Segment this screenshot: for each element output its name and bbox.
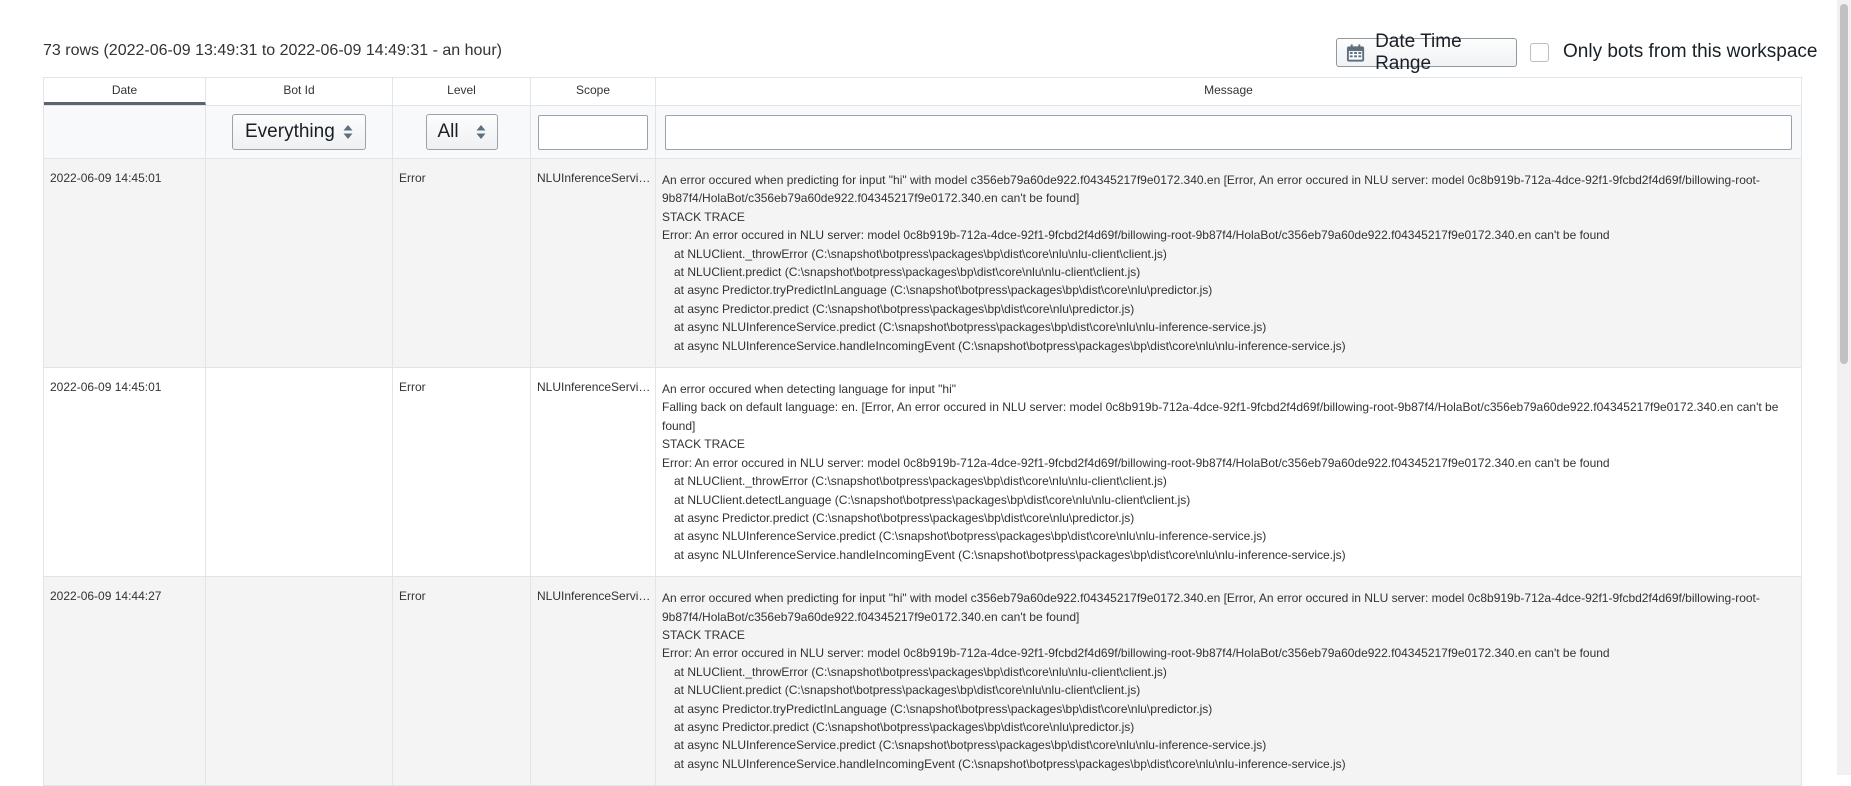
- only-bots-label: Only bots from this workspace: [1563, 41, 1818, 62]
- message-line: Error: An error occured in NLU server: model 0c8b919b-712a-4dce-92f1-9fcbd2f4d69f/billowing-root-9b87f4/HolaBot/c356eb79a60de922.f04345217f9e0172.340.en can't be found: [662, 228, 1610, 243]
- level-filter-value: All: [437, 121, 459, 142]
- column-header-date[interactable]: Date: [44, 78, 206, 105]
- row-scope: NLUInferenceService: [531, 368, 656, 576]
- message-line: An error occured when detecting language for input "hi": [662, 382, 957, 397]
- logs-table: [43, 77, 1802, 786]
- table-row[interactable]: [44, 368, 1801, 577]
- stack-trace-line: at async Predictor.tryPredictInLanguage (C:\snapshot\botpress\packages\bp\dist\core\nlu\predictor.js): [674, 701, 1213, 716]
- message-line: An error occured when predicting for input "hi" with model c356eb79a60de922.f04345217f9e0172.340.en [Error, An error occured in NLU server: model 0c8b919b-712a-4dce-92f1-9fcbd2f4d69f/billowing-root-9b87f4/HolaBot/c356eb79a60de922.f04345217f9e0172.340.en can't be found]: [662, 591, 1760, 624]
- bot-id-filter-select[interactable]: [232, 114, 366, 150]
- stack-trace-line: at NLUClient.predict (C:\snapshot\botpress\packages\bp\dist\core\nlu\nlu-client\client.js): [674, 683, 1141, 698]
- row-bot-id: [206, 159, 393, 367]
- top-bar: [0, 0, 1851, 14]
- filter-row: [44, 105, 1801, 159]
- stack-trace-line: at NLUClient._throwError (C:\snapshot\botpress\packages\bp\dist\core\nlu\nlu-client\client.js): [674, 474, 1167, 489]
- calendar-icon: [1346, 43, 1365, 63]
- column-header-scope[interactable]: Scope: [531, 78, 656, 105]
- row-level: Error: [393, 368, 531, 576]
- stack-trace-line: at NLUClient.predict (C:\snapshot\botpress\packages\bp\dist\core\nlu\nlu-client\client.js): [674, 265, 1141, 280]
- row-date: 2022-06-09 14:45:01: [44, 159, 206, 367]
- stack-trace-line: at async NLUInferenceService.predict (C:\snapshot\botpress\packages\bp\dist\core\nlu\nlu-inference-service.js): [674, 529, 1267, 544]
- double-caret-icon: [476, 124, 486, 140]
- stack-trace-line: at NLUClient._throwError (C:\snapshot\botpress\packages\bp\dist\core\nlu\nlu-client\client.js): [674, 246, 1167, 261]
- table-header: [44, 78, 1801, 105]
- message-filter-cell: [656, 106, 1801, 158]
- column-header-bot-id[interactable]: Bot Id: [206, 78, 393, 105]
- stack-trace-line: at async Predictor.tryPredictInLanguage (C:\snapshot\botpress\packages\bp\dist\core\nlu\predictor.js): [674, 283, 1213, 298]
- only-bots-toggle[interactable]: [1530, 40, 1817, 64]
- date-time-range-button[interactable]: [1336, 30, 1517, 74]
- message-line: Falling back on default language: en. [Error, An error occured in NLU server: model 0c8b919b-712a-4dce-92f1-9fcbd2f4d69f/billowing-root-9b87f4/HolaBot/c356eb79a60de922.f04345217f9e0172.340.en can't be found]: [662, 400, 1782, 433]
- date-time-range-label: Date Time Range: [1375, 30, 1462, 74]
- row-scope: NLUInferenceService: [531, 577, 656, 785]
- scope-filter-input[interactable]: [538, 115, 648, 150]
- bot-id-filter-value: Everything: [245, 121, 335, 142]
- date-filter-cell: [44, 106, 206, 158]
- message-line: Error: An error occured in NLU server: model 0c8b919b-712a-4dce-92f1-9fcbd2f4d69f/billowing-root-9b87f4/HolaBot/c356eb79a60de922.f04345217f9e0172.340.en can't be found: [662, 646, 1610, 661]
- stack-trace-line: at async NLUInferenceService.handleIncomingEvent (C:\snapshot\botpress\packages\bp\dist\core\nlu\nlu-inference-service.js): [674, 338, 1346, 353]
- row-scope: NLUInferenceService: [531, 159, 656, 367]
- column-header-level[interactable]: Level: [393, 78, 531, 105]
- double-caret-icon: [343, 124, 353, 140]
- scope-filter-cell: [531, 106, 656, 158]
- page-scrollbar[interactable]: [1837, 0, 1851, 775]
- row-bot-id: [206, 577, 393, 785]
- message-line: An error occured when predicting for input "hi" with model c356eb79a60de922.f04345217f9e0172.340.en [Error, An error occured in NLU server: model 0c8b919b-712a-4dce-92f1-9fcbd2f4d69f/billowing-root-9b87f4/HolaBot/c356eb79a60de922.f04345217f9e0172.340.en can't be found]: [662, 173, 1760, 206]
- stack-trace-line: at async Predictor.predict (C:\snapshot\botpress\packages\bp\dist\core\nlu\predictor.js): [674, 301, 1135, 316]
- row-level: Error: [393, 577, 531, 785]
- level-filter-cell: [393, 106, 531, 158]
- row-date: 2022-06-09 14:44:27: [44, 577, 206, 785]
- row-message: [656, 577, 1801, 785]
- row-message: [656, 368, 1801, 576]
- stack-trace-line: at async NLUInferenceService.predict (C:\snapshot\botpress\packages\bp\dist\core\nlu\nlu-inference-service.js): [674, 738, 1267, 753]
- table-body: [44, 159, 1801, 786]
- stack-trace-line: at async Predictor.predict (C:\snapshot\botpress\packages\bp\dist\core\nlu\predictor.js): [674, 719, 1135, 734]
- message-line: STACK TRACE: [662, 209, 745, 224]
- stack-trace-line: at async NLUInferenceService.predict (C:\snapshot\botpress\packages\bp\dist\core\nlu\nlu-inference-service.js): [674, 320, 1267, 335]
- row-message: [656, 159, 1801, 367]
- row-level: Error: [393, 159, 531, 367]
- message-line: STACK TRACE: [662, 627, 745, 642]
- message-line: Error: An error occured in NLU server: model 0c8b919b-712a-4dce-92f1-9fcbd2f4d69f/billowing-root-9b87f4/HolaBot/c356eb79a60de922.f04345217f9e0172.340.en can't be found: [662, 455, 1610, 470]
- stack-trace-line: at async NLUInferenceService.handleIncomingEvent (C:\snapshot\botpress\packages\bp\dist\core\nlu\nlu-inference-service.js): [674, 547, 1346, 562]
- stack-trace-line: at NLUClient._throwError (C:\snapshot\botpress\packages\bp\dist\core\nlu\nlu-client\client.js): [674, 664, 1167, 679]
- only-bots-checkbox[interactable]: [1530, 43, 1549, 62]
- row-bot-id: [206, 368, 393, 576]
- rows-summary: 73 rows (2022-06-09 13:49:31 to 2022-06-09 14:49:31 - an hour): [43, 42, 502, 59]
- scrollbar-thumb[interactable]: [1840, 4, 1848, 364]
- stack-trace-line: at async NLUInferenceService.handleIncomingEvent (C:\snapshot\botpress\packages\bp\dist\core\nlu\nlu-inference-service.js): [674, 756, 1346, 771]
- level-filter-select[interactable]: [426, 114, 498, 150]
- column-header-message[interactable]: Message: [1204, 83, 1253, 97]
- table-row[interactable]: [44, 159, 1801, 368]
- message-filter-input[interactable]: [665, 115, 1792, 150]
- stack-trace-line: at async Predictor.predict (C:\snapshot\botpress\packages\bp\dist\core\nlu\predictor.js): [674, 510, 1135, 525]
- bot-id-filter-cell: [206, 106, 393, 158]
- stack-trace-line: at NLUClient.detectLanguage (C:\snapshot\botpress\packages\bp\dist\core\nlu\nlu-client\client.js): [674, 492, 1191, 507]
- row-date: 2022-06-09 14:45:01: [44, 368, 206, 576]
- table-row[interactable]: [44, 577, 1801, 786]
- message-line: STACK TRACE: [662, 437, 745, 452]
